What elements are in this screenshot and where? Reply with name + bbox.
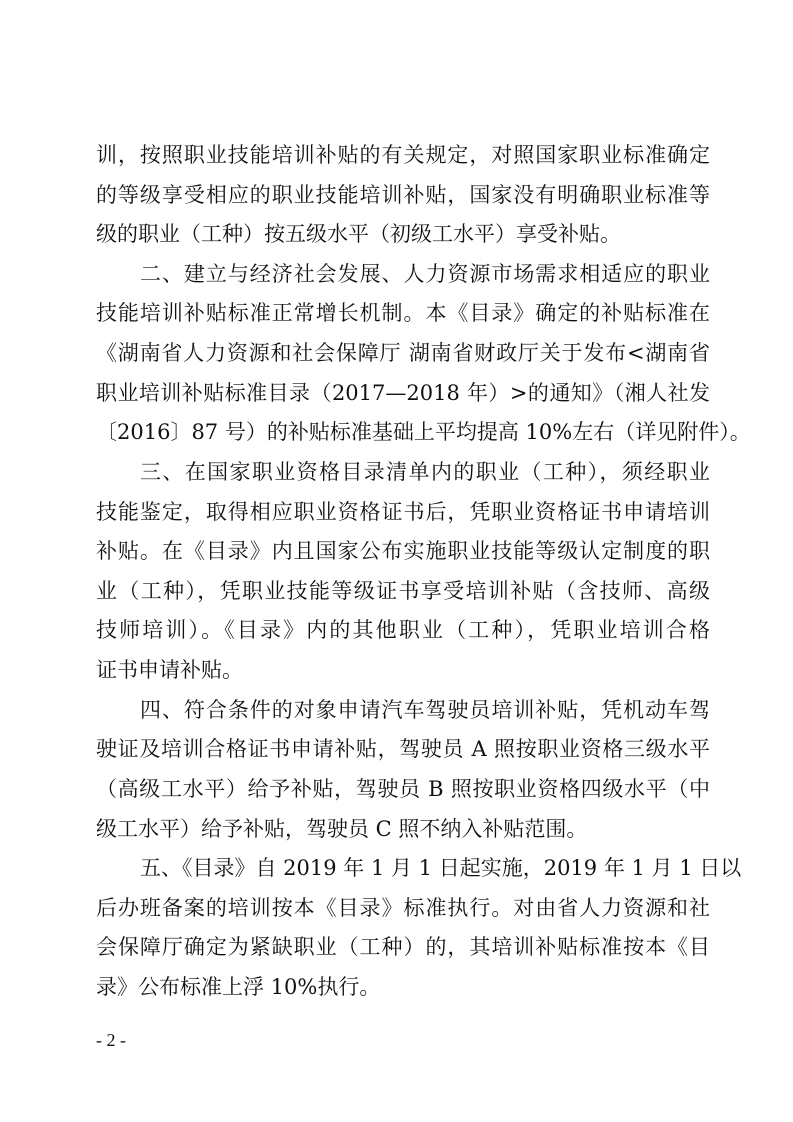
paragraph-line: 技能鉴定，取得相应职业资格证书后，凭职业资格证书申请培训 (96, 500, 710, 524)
paragraph-line: 职业培训补贴标准目录（2017—2018 年）>的通知》（湘人社发 (96, 381, 710, 405)
paragraph-line: 后办班备案的培训按本《目录》标准执行。对由省人力资源和社 (96, 896, 710, 920)
paragraph-line: 证书申请补贴。 (96, 658, 243, 682)
paragraph-line: 三、在国家职业资格目录清单内的职业（工种），须经职业 (140, 460, 710, 484)
page-number: - 2 - (96, 1030, 126, 1050)
paragraph-line: 会保障厅确定为紧缺职业（工种）的，其培训补贴标准按本《目 (96, 935, 710, 959)
paragraph-line: 业（工种），凭职业技能等级证书享受培训补贴（含技师、高级 (96, 579, 710, 603)
paragraph-line: 录》公布标准上浮 10%执行。 (96, 975, 381, 999)
paragraph-line: 技师培训）。《目录》内的其他职业（工种），凭职业培训合格 (96, 618, 710, 642)
paragraph-line: 级的职业（工种）按五级水平（初级工水平）享受补贴。 (96, 222, 621, 246)
paragraph-line: （高级工水平）给予补贴，驾驶员 B 照按职业资格四级水平（中 (96, 777, 710, 801)
paragraph-line: 《湖南省人力资源和社会保障厅 湖南省财政厅关于发布<湖南省 (96, 341, 710, 365)
paragraph-line: 技能培训补贴标准正常增长机制。本《目录》确定的补贴标准在 (96, 301, 710, 325)
paragraph-line: 〔2016〕87 号）的补贴标准基础上平均提高 10%左右（详见附件）。 (96, 420, 751, 444)
paragraph-line: 四、符合条件的对象申请汽车驾驶员培训补贴，凭机动车驾 (140, 698, 710, 722)
paragraph-line: 二、建立与经济社会发展、人力资源市场需求相适应的职业 (140, 262, 710, 286)
paragraph-line: 补贴。在《目录》内且国家公布实施职业技能等级认定制度的职 (96, 539, 710, 563)
paragraph-line: 驶证及培训合格证书申请补贴，驾驶员 A 照按职业资格三级水平 (96, 737, 710, 761)
paragraph-line: 的等级享受相应的职业技能培训补贴，国家没有明确职业标准等 (96, 183, 710, 207)
paragraph-line: 级工水平）给予补贴，驾驶员 C 照不纳入补贴范围。 (96, 817, 588, 841)
paragraph-line: 训，按照职业技能培训补贴的有关规定，对照国家职业标准确定 (96, 143, 710, 167)
paragraph-line: 五、《目录》自 2019 年 1 月 1 日起实施，2019 年 1 月 1 日以 (140, 856, 742, 880)
